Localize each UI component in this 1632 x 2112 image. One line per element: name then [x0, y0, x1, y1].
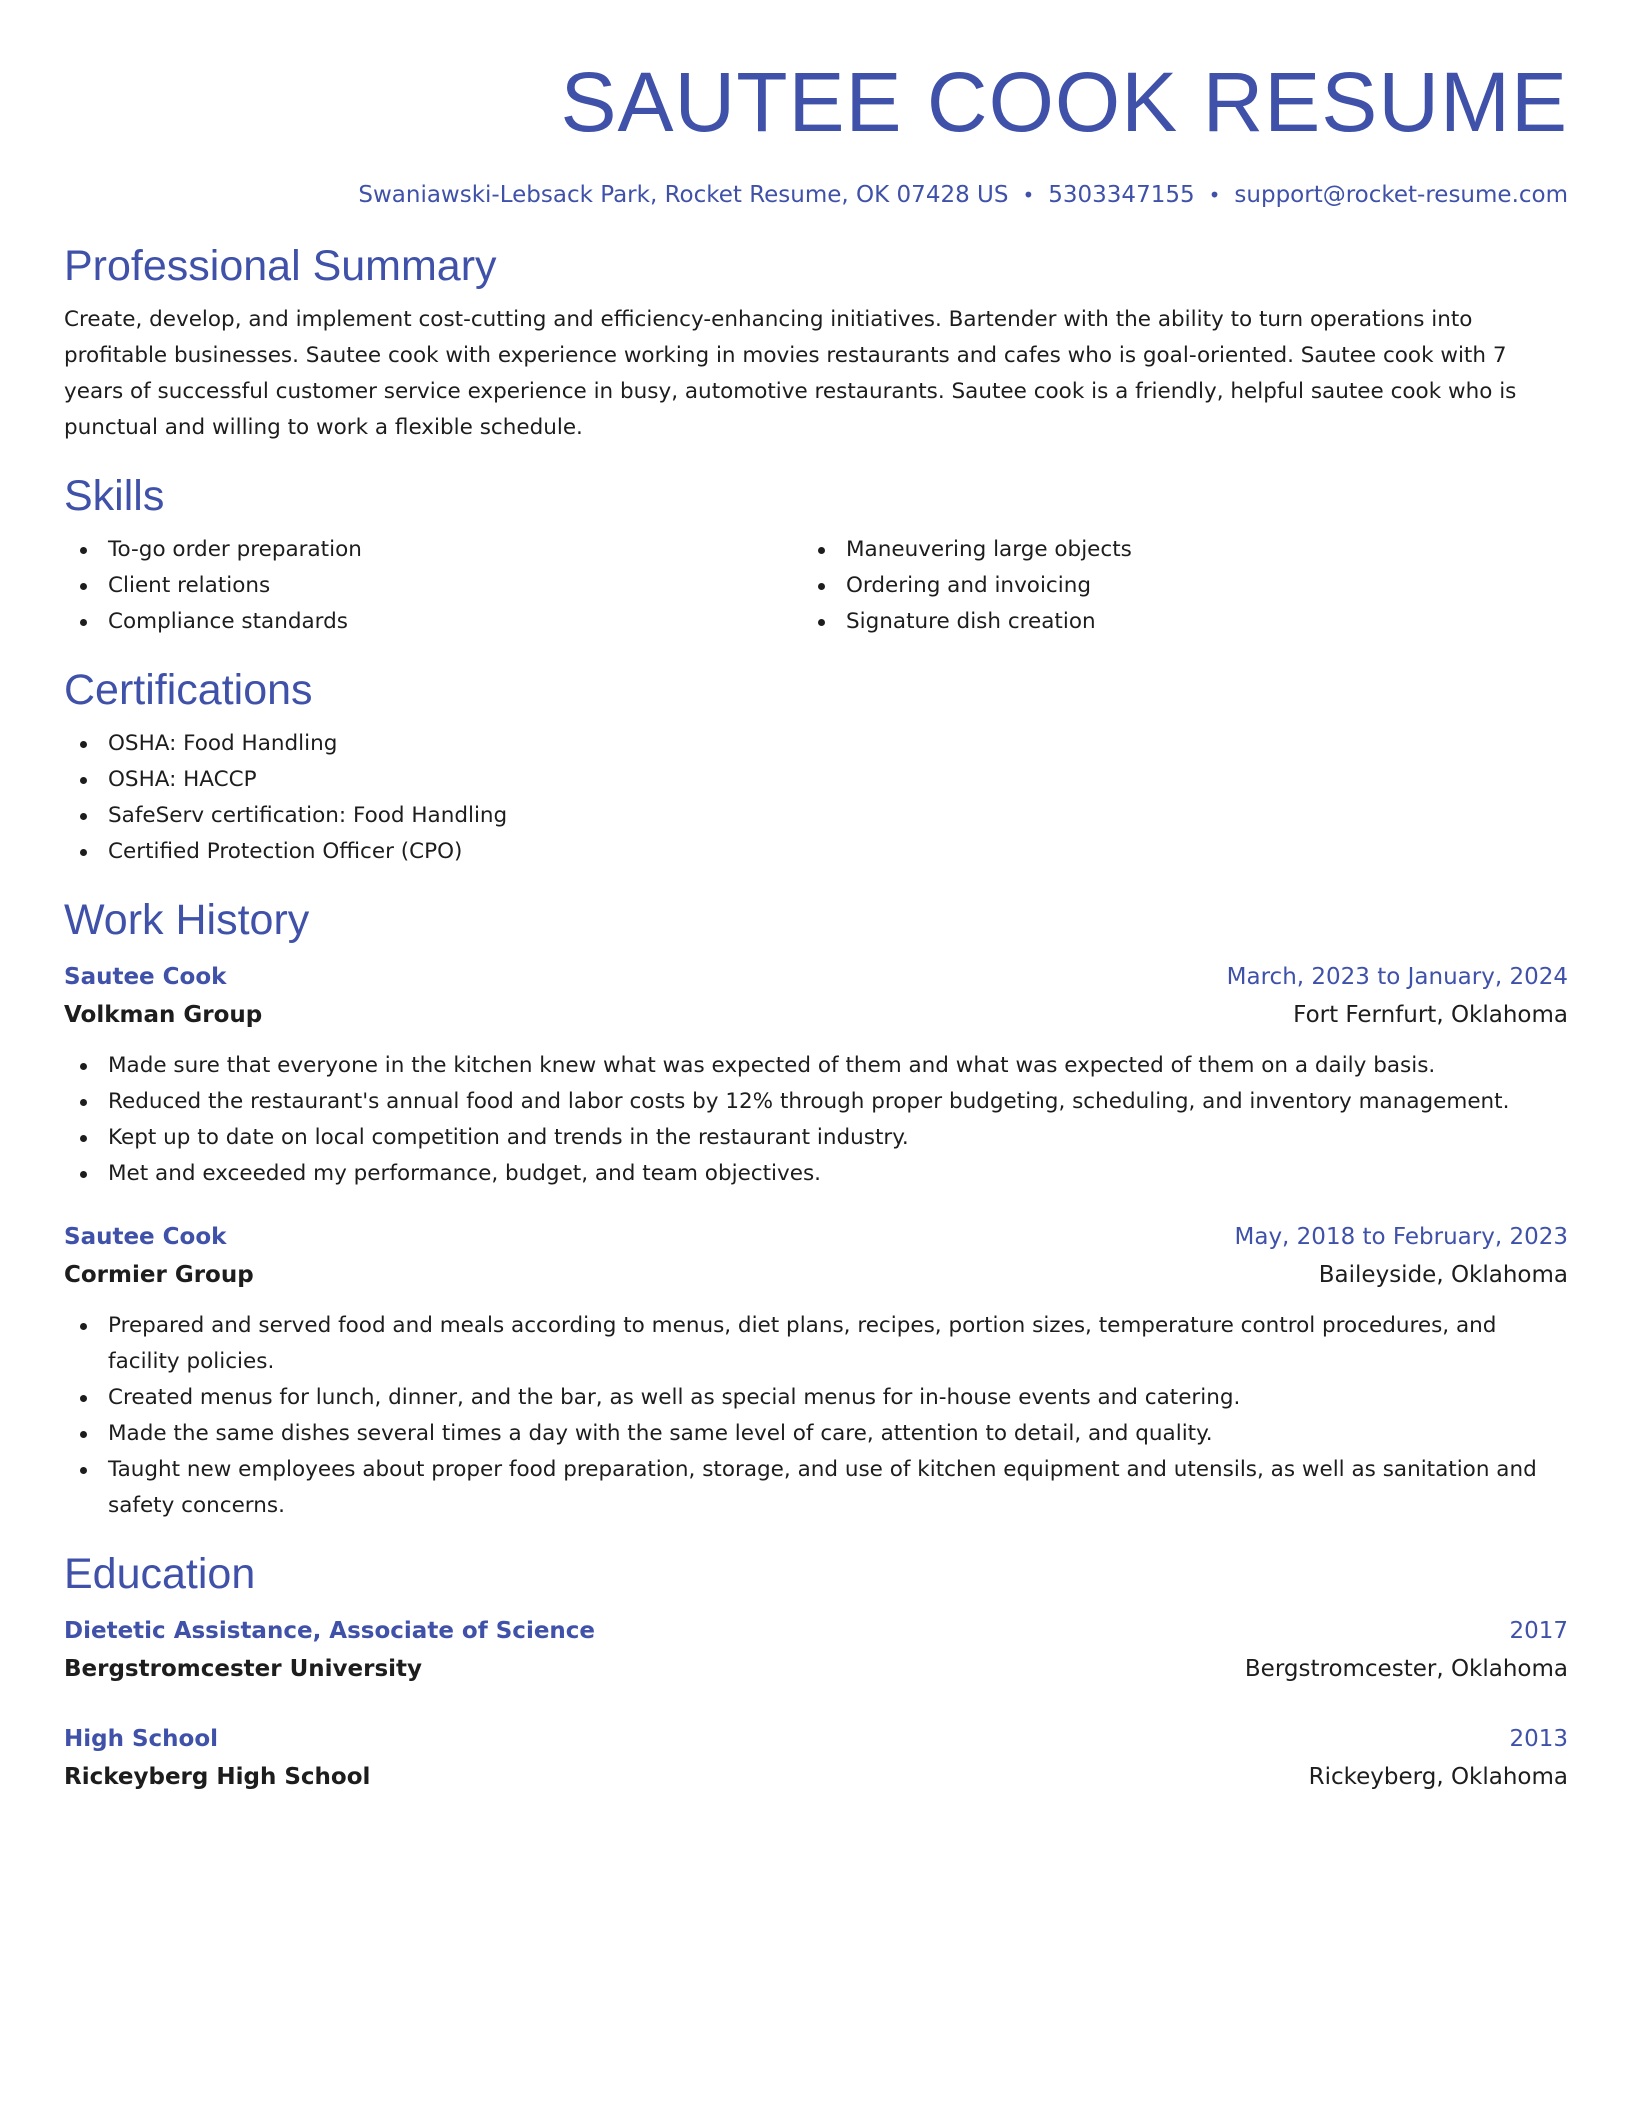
certification-item: Certified Protection Officer (CPO) — [64, 834, 1568, 870]
certifications-list — [64, 726, 1568, 870]
education-location: Bergstromcester, Oklahoma — [1244, 1656, 1568, 1682]
separator-dot: • — [1208, 183, 1221, 207]
education-school: Bergstromcester University — [64, 1656, 423, 1682]
job-dates: March, 2023 to January, 2024 — [1226, 964, 1568, 990]
skill-item: Signature dish creation — [802, 604, 1540, 640]
certification-item: OSHA: HACCP — [64, 762, 1568, 798]
job-dates: May, 2018 to February, 2023 — [1234, 1224, 1568, 1250]
job-bullets — [64, 1048, 1568, 1192]
skills-section — [64, 470, 1568, 640]
contact-address: Swaniawski-Lebsack Park, Rocket Resume, OK 07428 US — [358, 182, 1009, 208]
education-entry — [64, 1612, 1568, 1688]
resume-header — [64, 54, 1568, 210]
education-year: 2017 — [1509, 1618, 1568, 1644]
job-location: Fort Fernfurt, Oklahoma — [1293, 1002, 1568, 1028]
education-year: 2013 — [1509, 1726, 1568, 1752]
skills-column-right — [802, 532, 1540, 640]
contact-line — [64, 180, 1568, 210]
education-degree: Dietetic Assistance, Associate of Science — [64, 1618, 596, 1644]
job-company: Volkman Group — [64, 1002, 263, 1028]
job-entry — [64, 958, 1568, 1192]
job-bullet: Reduced the restaurant's annual food and labor costs by 12% through proper budgeting, scheduling, and inventory management. — [64, 1084, 1568, 1120]
job-bullet: Made the same dishes several times a day with the same level of care, attention to detail, and quality. — [64, 1416, 1568, 1452]
education-school: Rickeyberg High School — [64, 1764, 371, 1790]
contact-phone[interactable]: 5303347155 — [1048, 182, 1195, 208]
skill-item: Ordering and invoicing — [802, 568, 1540, 604]
job-bullets — [64, 1308, 1568, 1524]
certifications-section — [64, 664, 1568, 870]
job-location: Baileyside, Oklahoma — [1318, 1262, 1568, 1288]
job-bullet: Met and exceeded my performance, budget, and team objectives. — [64, 1156, 1568, 1192]
summary-text: Create, develop, and implement cost-cutting and efficiency-enhancing initiatives. Bartender with the ability to turn operations into profitable businesses. Sautee cook with experience working in movies restaurants and cafes who is goal-oriented. Sautee cook with 7 years of successful customer service experience in busy, automotive restaurants. Sautee cook is a friendly, helpful sautee cook who is punctual and willing to work a flexible schedule. — [64, 307, 1517, 440]
section-title-summary: Professional Summary — [64, 242, 497, 290]
section-title-skills: Skills — [64, 472, 165, 520]
section-title-work-history: Work History — [64, 896, 310, 944]
job-bullet: Prepared and served food and meals according to menus, diet plans, recipes, portion sizes, temperature control procedures, and facility policies. — [64, 1308, 1568, 1380]
skill-item: To-go order preparation — [64, 532, 802, 568]
education-section — [64, 1548, 1568, 1796]
education-degree: High School — [64, 1726, 219, 1752]
certification-item: OSHA: Food Handling — [64, 726, 1568, 762]
job-title: Sautee Cook — [64, 964, 227, 990]
contact-email[interactable]: support@rocket-resume.com — [1234, 182, 1568, 208]
skill-item: Client relations — [64, 568, 802, 604]
skills-column-left — [64, 532, 802, 640]
skill-item: Compliance standards — [64, 604, 802, 640]
skills-grid — [64, 532, 1568, 640]
section-title-education: Education — [64, 1550, 256, 1598]
job-bullet: Created menus for lunch, dinner, and the bar, as well as special menus for in-house events and catering. — [64, 1380, 1568, 1416]
skill-item: Maneuvering large objects — [802, 532, 1540, 568]
certification-item: SafeServ certification: Food Handling — [64, 798, 1568, 834]
separator-dot: • — [1022, 183, 1035, 207]
job-entry — [64, 1218, 1568, 1524]
education-location: Rickeyberg, Oklahoma — [1308, 1764, 1568, 1790]
summary-section — [64, 240, 1568, 446]
job-bullet: Taught new employees about proper food preparation, storage, and use of kitchen equipment and utensils, as well as sanitation and safety concerns. — [64, 1452, 1568, 1524]
job-bullet: Kept up to date on local competition and trends in the restaurant industry. — [64, 1120, 1568, 1156]
education-entry — [64, 1720, 1568, 1796]
work-history-section — [64, 894, 1568, 1524]
job-company: Cormier Group — [64, 1262, 254, 1288]
resume-name: SAUTEE COOK RESUME — [560, 55, 1568, 149]
job-bullet: Made sure that everyone in the kitchen knew what was expected of them and what was expected of them on a daily basis. — [64, 1048, 1568, 1084]
job-title: Sautee Cook — [64, 1224, 227, 1250]
section-title-certifications: Certifications — [64, 666, 313, 714]
